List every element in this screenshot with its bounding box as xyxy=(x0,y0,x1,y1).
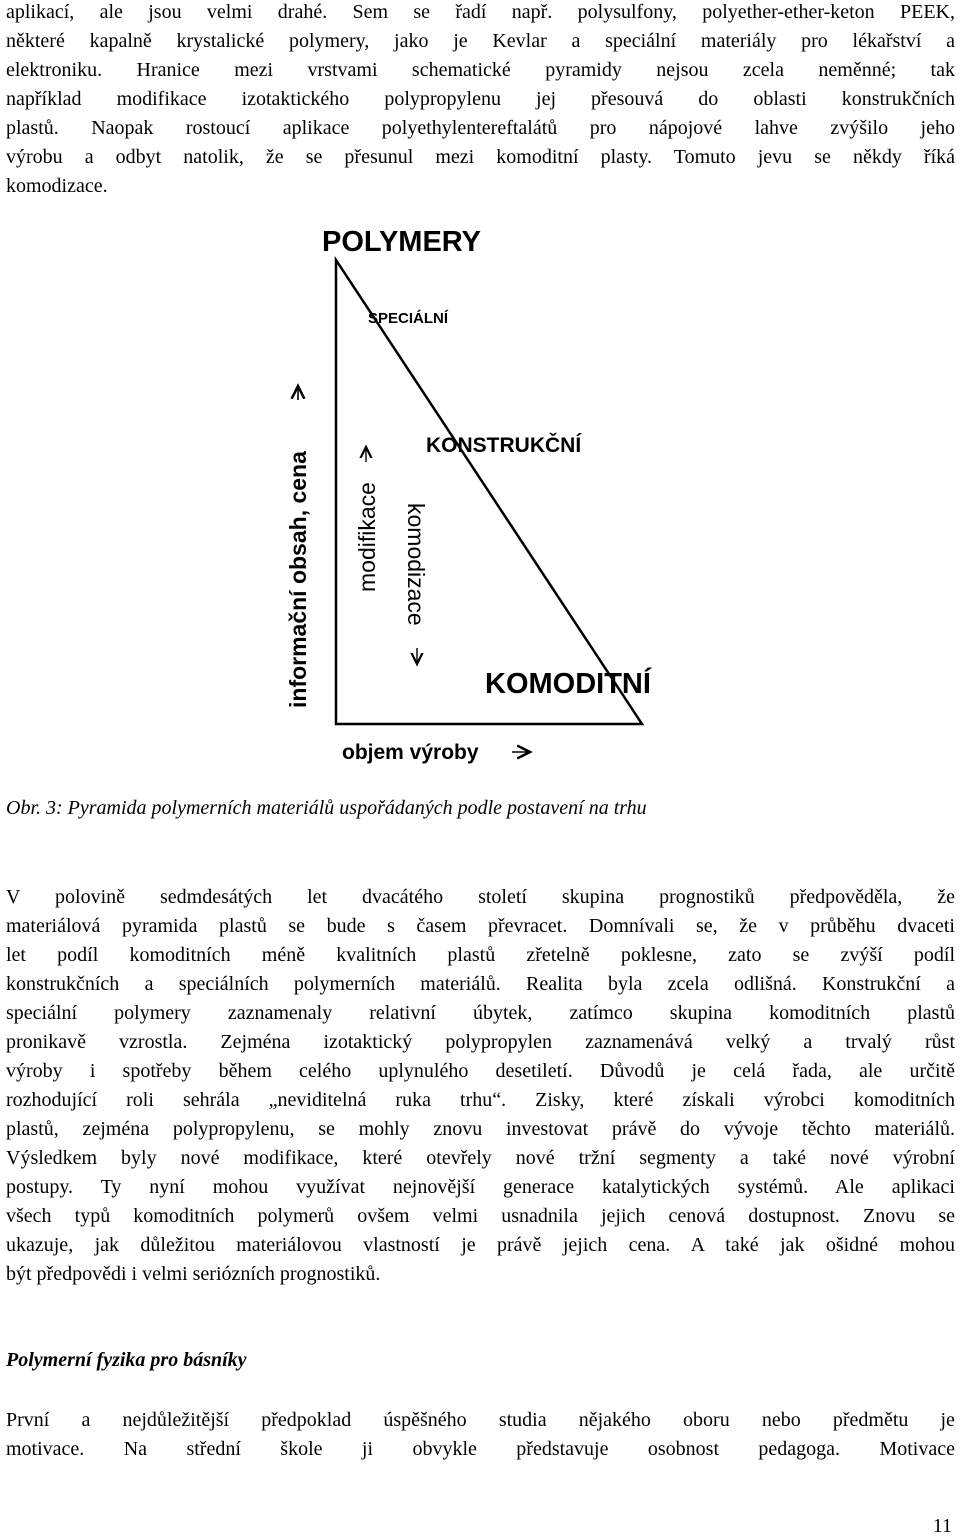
paragraph-2-line: V polovině sedmdesátých let dvacátého století skupina prognostiků předpověděla, že xyxy=(6,886,955,908)
paragraph-2-line: rozhodující roli sehrála „neviditelná ruka trhu“. Zisky, které získali výrobci komoditních xyxy=(6,1089,955,1111)
word: nějakého xyxy=(578,1409,651,1431)
paragraph-2-line: materiálová pyramida plastů se bude s časem převracet. Domnívali se, že v průběhu dvaceti xyxy=(6,915,955,937)
paragraph-1-line: výrobu a odbyt natolik, že se přesunul mezi komoditní plasty. Tomuto jevu se někdy říká xyxy=(6,146,955,168)
paragraph-1-line: plastů. Naopak rostoucí aplikace polyethylentereftalátů pro nápojové lahve zvýšilo jeho xyxy=(6,117,955,139)
figure-caption: Obr. 3: Pyramida polymerních materiálů uspořádaných podle postavení na trhu xyxy=(6,797,647,819)
paragraph-3-line xyxy=(6,1437,955,1461)
word: předmětu xyxy=(832,1409,909,1431)
level-special-label: SPECIÁLNÍ xyxy=(368,310,449,327)
paragraph-2-line: let podíl komoditních méně kvalitních plastů zřetelně poklesne, zato se zvýší podíl xyxy=(6,944,955,966)
word: je xyxy=(940,1409,955,1431)
word: oboru xyxy=(683,1409,730,1431)
word: Na xyxy=(123,1438,148,1460)
paragraph-2-line: speciální polymery zaznamenaly relativní úbytek, zatímco skupina komoditních plastů xyxy=(6,1002,955,1024)
figure-title: POLYMERY xyxy=(322,226,482,258)
word: motivace. xyxy=(6,1438,85,1460)
word: představuje xyxy=(516,1438,609,1460)
paragraph-2-line: pronikavě vzrostla. Zejména izotaktický polypropylen zaznamenává velký a trvalý růst xyxy=(6,1031,955,1053)
word: studia xyxy=(498,1409,547,1431)
word: nejdůležitější xyxy=(122,1409,230,1431)
word: škole xyxy=(280,1438,323,1460)
paragraph-2-line: Výsledkem byly nové modifikace, které otevřely nové tržní segmenty a také nové výrobní xyxy=(6,1147,955,1169)
word: pedagoga. xyxy=(758,1438,841,1460)
word: nebo xyxy=(761,1409,801,1431)
paragraph-2-line: plastů, zejména polypropylenu, se mohly znovu investovat právě do vývoje těchto materiálů. xyxy=(6,1118,955,1140)
word: a xyxy=(81,1409,91,1431)
level-construction-label: KONSTRUKČNÍ xyxy=(426,434,582,457)
page-number: 11 xyxy=(932,1515,952,1537)
word: obvykle xyxy=(412,1438,477,1460)
paragraph-2-line: výroby i spotřeby během celého uplynulého desetiletí. Důvodů je celá řada, ale určitě xyxy=(6,1060,955,1082)
x-axis-label: objem výroby xyxy=(342,741,479,764)
paragraph-2-line: být předpovědi i velmi seriózních prognostiků. xyxy=(6,1263,381,1285)
word: První xyxy=(6,1409,50,1431)
section-heading: Polymerní fyzika pro básníky xyxy=(6,1349,247,1371)
word: osobnost xyxy=(647,1438,720,1460)
paragraph-2-line: konstrukčních a speciálních polymerních materiálů. Realita byla zcela odlišná. Konstrukční a xyxy=(6,973,955,995)
paragraph-1-line: elektroniku. Hranice mezi vrstvami schematické pyramidy nejsou zcela neměnné; tak xyxy=(6,59,955,81)
paragraph-2-line: ukazuje, jak důležitou materiálovou vlastností je právě jejich cena. A také jak ošidné mohou xyxy=(6,1234,955,1256)
word: úspěšného xyxy=(383,1409,467,1431)
y-axis-label: informační obsah, cena xyxy=(285,451,311,708)
word: ji xyxy=(361,1438,374,1460)
paragraph-2-line: všech typů komoditních polymerů ovšem velmi usnadnila jejich cenová dostupnost. Znovu se xyxy=(6,1205,955,1227)
word: předpoklad xyxy=(261,1409,352,1431)
paragraph-3-line xyxy=(6,1408,955,1432)
word: střední xyxy=(186,1438,241,1460)
paragraph-1-line: například modifikace izotaktického polypropylenu jej přesouvá do oblasti konstrukčních xyxy=(6,88,955,110)
level-commodity-label: KOMODITNÍ xyxy=(485,668,651,700)
word: Motivace xyxy=(879,1438,955,1460)
commodization-label: komodizace xyxy=(403,503,429,626)
paragraph-1-line: některé kapalně krystalické polymery, jako je Kevlar a speciální materiály pro lékařství a xyxy=(6,30,955,52)
paragraph-1-line: aplikací, ale jsou velmi drahé. Sem se řadí např. polysulfony, polyether-ether-keton PEEK, xyxy=(6,1,955,23)
paragraph-2-line: postupy. Ty nyní mohou využívat nejnovější generace katalytických systémů. Ale aplikaci xyxy=(6,1176,955,1198)
pyramid-outline xyxy=(336,260,642,724)
paragraph-1-line: komodizace. xyxy=(6,175,108,197)
modification-label: modifikace xyxy=(354,482,380,592)
